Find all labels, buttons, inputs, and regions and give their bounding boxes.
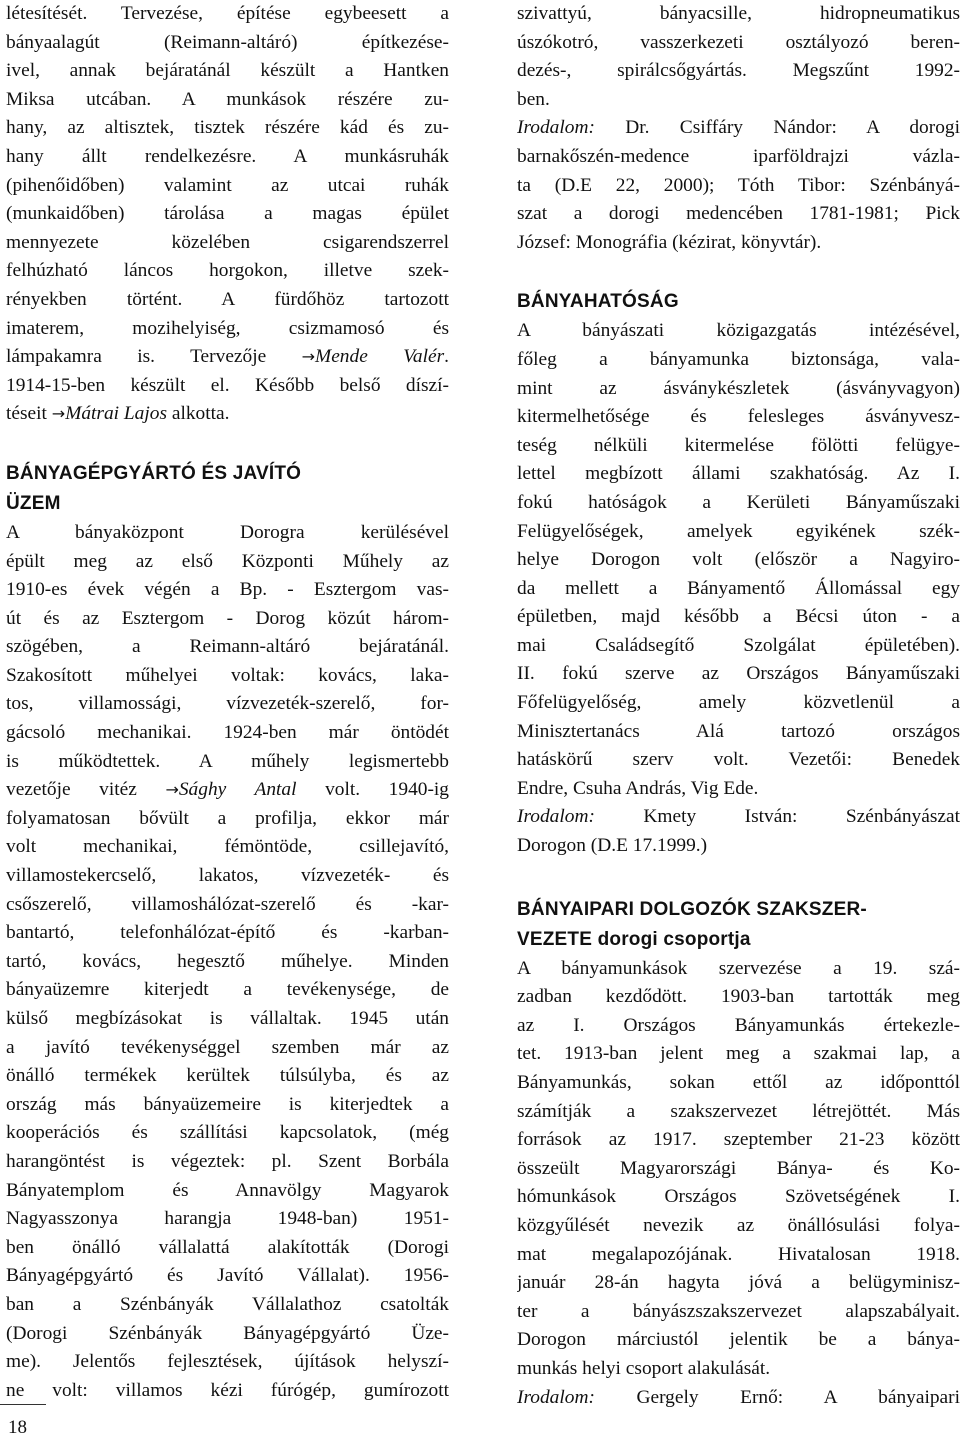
- left-column: [6, 0, 449, 1405]
- cross-reference-link[interactable]: Mende Valér: [315, 346, 445, 368]
- text-line: 1914-15-ben készült el. Később belső díszí-: [6, 374, 449, 396]
- page-number: 18: [8, 1417, 27, 1438]
- text-line-with-reference: [6, 776, 449, 805]
- text-line: gácsoló mechanikai. 1924-ben már öntödét: [6, 722, 449, 744]
- text-line: közgyűlését nevezik az önállósulási folya-: [517, 1214, 960, 1236]
- cross-reference-arrow-icon: →: [51, 404, 66, 424]
- text-line: mat megalapozójának. Hivatalosan 1918.: [517, 1243, 960, 1265]
- text-line: villamostekercselő, lakatos, vízvezeték- és: [6, 865, 449, 887]
- line-text: lámpakamra is. Tervezője: [6, 346, 302, 368]
- text-line: út és az Esztergom - Dorog közút három-: [6, 607, 449, 629]
- literature-line: [517, 803, 960, 832]
- line-text: volt. 1940-ig: [296, 779, 449, 801]
- text-line: (munkaidőben) tárolása a magas épület: [6, 203, 449, 225]
- cross-reference-arrow-icon: →: [165, 780, 179, 800]
- text-line: II. fokú szerve az Országos Bányaműszaki: [517, 663, 960, 685]
- literature-label: Irodalom:: [517, 806, 595, 828]
- text-line-with-reference: [6, 400, 449, 429]
- text-line: bányaalagút (Reimann-altáró) építkezése-: [6, 31, 449, 53]
- text-line: számítják a szakszervezet létrejöttét. Más: [517, 1100, 960, 1122]
- text-line: harangöntést is végeztek: pl. Szent Borbála: [6, 1150, 449, 1172]
- text-line: fokú hatóságok a Kerületi Bányaműszaki: [517, 491, 960, 513]
- section-heading: BÁNYAHATÓSÁG: [517, 291, 679, 313]
- text-line: mennyezete közelében csigarendszerrel: [6, 231, 449, 253]
- text-line: me). Jelentős fejlesztések, újítások helyszí-: [6, 1351, 449, 1373]
- text-line: 1910-es évek végén a Bp. - Esztergom vas-: [6, 579, 449, 601]
- right-intro-paragraph: [517, 0, 960, 114]
- text-line: önálló termékek kerültek túlsúlyba, és az: [6, 1065, 449, 1087]
- text-line: Bányatemplom és Annavölgy Magyarok: [6, 1179, 449, 1201]
- footer-rule: [0, 1404, 46, 1405]
- text-line: hómunkások Országos Szövetségének I.: [517, 1186, 960, 1208]
- text-line: január 28-án hagyta jóvá a belügyminisz-: [517, 1272, 960, 1294]
- section-spacer: [6, 429, 449, 459]
- line-text: .: [444, 346, 449, 368]
- literature-label: Irodalom:: [517, 117, 595, 139]
- text-line: felhúzható láncos horgokon, illetve szek-: [6, 260, 449, 282]
- section-heading: BÁNYAIPARI DOLGOZÓK SZAKSZER-: [517, 898, 867, 920]
- text-line: épült meg az első Központi Műhely az: [6, 550, 449, 572]
- text-line: munkás helyi csoport alakulását.: [517, 1357, 771, 1379]
- text-line: Dorogon (D.E 17.1999.): [517, 835, 708, 857]
- text-line: hany, az altisztek, tisztek részére kád és zu-: [6, 117, 449, 139]
- cross-reference-arrow-icon: →: [301, 347, 316, 367]
- text-line: volt mechanikai, fémöntöde, csillejavító,: [6, 836, 449, 858]
- text-line: szögében, a Reimann-altáró bejáratánál.: [6, 636, 449, 658]
- text-line: rényekben történt. A fürdőhöz tartozott: [6, 288, 449, 310]
- text-line: kitermelhetősége és felesleges ásványvesz-: [517, 406, 960, 428]
- text-line: bányaüzemre kiterjedt a tevékenysége, de: [6, 979, 449, 1001]
- text-line: ban a Szénbányák Vállalathoz csatolták: [6, 1293, 449, 1315]
- text-line: Bányagépgyártó és Javító Vállalat). 1956-: [6, 1265, 449, 1287]
- right-column: [517, 0, 960, 1412]
- literature-line: [517, 1384, 960, 1413]
- text-line: ben önálló vállalattá alakították (Dorogi: [6, 1236, 449, 1258]
- text-line: lettel megbízott állami szakhatóság. Az I.: [517, 463, 960, 485]
- text-line: József: Monográfia (kézirat, könyvtár).: [517, 231, 822, 253]
- text-line: ta (D.E 22, 2000); Tóth Tibor: Szénbányá-: [517, 174, 960, 196]
- text-line: imaterem, mozihelyiség, csizmamosó és: [6, 317, 449, 339]
- text-line: dezés-, spirálcsőgyártás. Megszűnt 1992-: [517, 60, 960, 82]
- left-intro-paragraph: [6, 0, 449, 429]
- section-heading: ÜZEM: [6, 492, 61, 514]
- text-line: Szakosított műhelyei voltak: kovács, laka-: [6, 664, 449, 686]
- text-line: da mellett a Bányamentő Állomással egy: [517, 577, 960, 599]
- text-line: hany állt rendelkezésre. A munkásruhák: [6, 145, 449, 167]
- section-szakszervezet: [517, 895, 960, 1413]
- text-line: tet. 1913-ban jelent meg a szakmai lap, a: [517, 1043, 960, 1065]
- text-line: létesítését. Tervezése, építése egybeesett a: [6, 3, 449, 24]
- text-line: mai Családsegítő Szolgálat épületében).: [517, 634, 960, 656]
- line-text: téseit: [6, 403, 52, 425]
- text-line: Endre, Csuha András, Vig Ede.: [517, 777, 759, 799]
- text-line: szat a dorogi medencében 1781-1981; Pick: [517, 203, 960, 225]
- text-line: kooperációs és szállítási kapcsolatok, (még: [6, 1122, 449, 1144]
- text-line: tos, villamossági, vízvezeték-szerelő, for-: [6, 693, 449, 715]
- text-line: főleg a bányamunka biztonsága, vala-: [517, 348, 960, 370]
- line-text: Kmety István: Szénbányászat: [594, 806, 960, 828]
- text-line: hatáskörű szerv volt. Vezetői: Benedek: [517, 749, 960, 771]
- text-line: A bányászati közigazgatás intézésével,: [517, 320, 960, 342]
- text-line: úszókotró, vasszerkezeti osztályozó beren-: [517, 31, 960, 53]
- text-line: források az 1917. szeptember 21-23 között: [517, 1129, 960, 1151]
- text-line: Minisztertanács Alá tartozó országos: [517, 720, 960, 742]
- text-line: helye Dorogon volt (először a Nagyiro-: [517, 549, 960, 571]
- text-line: ben.: [517, 88, 550, 110]
- text-line: (Dorogi Szénbányák Bányagépgyártó Üze-: [6, 1322, 449, 1344]
- text-line: bantartó, telefonhálózat-építő és -karban-: [6, 922, 449, 944]
- text-line: (pihenőidőben) valamint az utcai ruhák: [6, 174, 449, 196]
- text-line: ivel, annak bejáratánál készült a Hantken: [6, 60, 449, 82]
- cross-reference-link[interactable]: Mátrai Lajos: [65, 403, 168, 425]
- text-line: az I. Országos Bányamunkás értekezle-: [517, 1014, 960, 1036]
- text-line: ország más bányaüzemeire is kiterjedtek a: [6, 1093, 449, 1115]
- text-line: Felügyelőségek, amelyek egyikének szék-: [517, 520, 960, 542]
- cross-reference-link[interactable]: Sághy Antal: [178, 779, 297, 801]
- text-line: csőszerelő, villamoshálózat-szerelő és -kar-: [6, 893, 449, 915]
- text-line: külső megbízásokat is vállaltak. 1945 után: [6, 1008, 449, 1029]
- line-text: alkotta.: [167, 403, 230, 425]
- text-line: összeült Magyarországi Bánya- és Ko-: [517, 1157, 960, 1179]
- section-bányagépgyártó: [6, 459, 449, 1405]
- text-line: Bányamunkás, sokan ettől az időponttól: [517, 1072, 960, 1093]
- text-line: Dorogon márciustól jelentik be a bánya-: [517, 1329, 960, 1351]
- section-bányahatóság: [517, 287, 960, 860]
- literature-label: Irodalom:: [517, 1386, 595, 1408]
- text-line: barnakőszén-medence iparföldrajzi vázla-: [517, 145, 960, 167]
- text-line: zadban kezdődött. 1903-ban tartották meg: [517, 986, 960, 1008]
- text-line: ne volt: villamos kézi fúrógép, gumírozott: [6, 1379, 449, 1401]
- text-line: Főfelügyelőség, amely közvetlenül a: [517, 692, 960, 714]
- text-line: tartó, kovács, hegesztő műhelye. Minden: [6, 950, 449, 972]
- text-line: szivattyú, bányacsille, hidropneumatikus: [517, 3, 960, 24]
- line-text: vezetője vitéz: [6, 779, 166, 801]
- line-text: Dr. Csiffáry Nándor: A dorogi: [594, 117, 960, 139]
- section-spacer: [517, 861, 960, 895]
- text-line: Miksa utcában. A munkások részére zu-: [6, 88, 449, 110]
- section-heading: BÁNYAGÉPGYÁRTÓ ÉS JAVÍTÓ: [6, 462, 302, 484]
- text-line: a javító tevékenységgel szemben már az: [6, 1036, 449, 1058]
- text-line: teség nélküli kitermelése fölötti felügye-: [517, 434, 960, 456]
- text-line: Nagyasszonya harangja 1948-ban) 1951-: [6, 1208, 449, 1230]
- text-line-with-reference: [6, 343, 449, 372]
- text-line: is működtettek. A műhely legismertebb: [6, 750, 449, 772]
- section-spacer: [517, 257, 960, 287]
- line-text: Gergely Ernő: A bányaipari: [594, 1386, 960, 1408]
- section-heading: VEZETE dorogi csoportja: [517, 928, 751, 950]
- text-line: folyamatosan bővült a profilja, ekkor már: [6, 807, 449, 829]
- literature-note: [517, 114, 960, 257]
- text-line: épületben, majd később a Bécsi úton - a: [517, 606, 960, 628]
- text-line: ter a bányászszakszervezet alapszabályait.: [517, 1300, 960, 1322]
- text-line: A bányamunkások szervezése a 19. szá-: [517, 957, 960, 979]
- text-line: mint az ásványkészletek (ásványvagyon): [517, 377, 960, 399]
- text-line: A bányaközpont Dorogra kerülésével: [6, 521, 449, 543]
- literature-line: [517, 114, 960, 143]
